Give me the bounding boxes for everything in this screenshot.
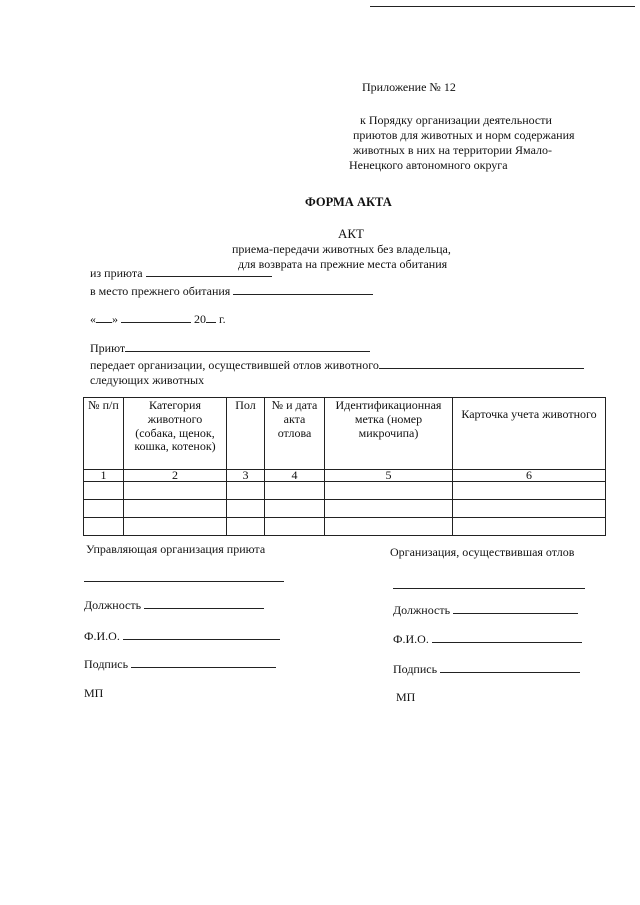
table-row — [84, 482, 606, 500]
table-header-row — [84, 398, 606, 470]
date-year-prefix: 20 — [194, 312, 206, 326]
table-cell[interactable] — [325, 482, 453, 500]
table-row-column-numbers — [84, 470, 606, 482]
col-number-5: 5 — [325, 470, 453, 482]
sign-right-org: Организация, осуществившая отлов — [390, 545, 575, 559]
appendix-line-4: Ненецкого автономного округа — [349, 158, 508, 172]
col-header-category: Категория животного (собака, щенок, кошка, котенок) — [124, 398, 227, 470]
sign-right-name-label: Ф.И.О. — [393, 632, 429, 646]
appendix-line-1: к Порядку организации деятельности — [360, 113, 552, 127]
sign-left-name-blank[interactable] — [123, 629, 280, 640]
sign-right-name — [393, 632, 582, 646]
col-number-3: 3 — [227, 470, 265, 482]
table-cell[interactable] — [325, 518, 453, 536]
appendix-line-3: животных в них на территории Ямало- — [353, 143, 552, 157]
table-cell[interactable] — [453, 482, 606, 500]
field-transfers — [90, 358, 584, 372]
table-cell[interactable] — [84, 500, 124, 518]
sign-right-signature-label: Подпись — [393, 662, 438, 676]
sign-right-position-blank[interactable] — [453, 603, 578, 614]
sign-left-signature — [84, 657, 276, 671]
col-number-2: 2 — [124, 470, 227, 482]
sign-left-signature-label: Подпись — [84, 657, 129, 671]
table-cell[interactable] — [84, 518, 124, 536]
field-from-shelter — [90, 266, 272, 280]
sign-right-signature — [393, 662, 580, 676]
sign-left-stamp: МП — [84, 686, 104, 700]
appendix-line-2: приютов для животных и норм содержания — [353, 128, 575, 142]
col-number-1: 1 — [84, 470, 124, 482]
field-transfers-label: передает организации, осуществившей отлов животного — [90, 358, 379, 372]
col-number-6: 6 — [453, 470, 606, 482]
sign-right-org-blank[interactable] — [393, 588, 585, 589]
table-cell[interactable] — [124, 518, 227, 536]
sign-left-position — [84, 598, 264, 612]
field-animals-label: следующих животных — [90, 373, 205, 387]
table-cell[interactable] — [453, 518, 606, 536]
sign-right-position — [393, 603, 578, 617]
field-shelter-label: Приют — [90, 341, 126, 355]
col-header-card: Карточка учета животного — [453, 398, 606, 470]
sign-right-signature-blank[interactable] — [440, 662, 580, 673]
table-cell[interactable] — [265, 482, 325, 500]
field-to-place-blank[interactable] — [233, 284, 373, 295]
table-row — [84, 518, 606, 536]
table-cell[interactable] — [84, 482, 124, 500]
table-cell[interactable] — [124, 482, 227, 500]
table-cell[interactable] — [227, 518, 265, 536]
table-cell[interactable] — [453, 500, 606, 518]
date-month-blank[interactable] — [121, 312, 191, 323]
col-header-sex: Пол — [227, 398, 265, 470]
field-transfers-blank[interactable] — [379, 358, 584, 369]
date-open-quote: « — [90, 312, 96, 326]
act-subtitle-2: для возврата на прежние места обитания — [238, 257, 448, 271]
table-cell[interactable] — [265, 518, 325, 536]
field-shelter — [90, 341, 370, 355]
top-border-line — [370, 6, 635, 7]
sign-right-name-blank[interactable] — [432, 632, 582, 643]
field-to-place-label: в место прежнего обитания — [90, 284, 231, 298]
sign-right-stamp: МП — [396, 690, 416, 704]
col-number-4: 4 — [265, 470, 325, 482]
table-cell[interactable] — [227, 500, 265, 518]
sign-left-org: Управляющая организация приюта — [86, 542, 266, 556]
sign-left-org-blank[interactable] — [84, 581, 284, 582]
act-subtitle-1: приема-передачи животных без владельца, — [232, 242, 451, 256]
field-shelter-blank[interactable] — [125, 341, 370, 352]
date-year-blank[interactable] — [206, 312, 216, 323]
field-date — [90, 312, 226, 326]
sign-left-position-label: Должность — [84, 598, 142, 612]
sign-left-signature-blank[interactable] — [131, 657, 276, 668]
sign-left-name — [84, 629, 280, 643]
date-day-blank[interactable] — [96, 312, 112, 323]
field-from-shelter-label: из приюта — [90, 266, 143, 280]
table-cell[interactable] — [227, 482, 265, 500]
table-row — [84, 500, 606, 518]
sign-right-position-label: Должность — [393, 603, 451, 617]
col-header-microchip: Идентификационная метка (номер микрочипа) — [325, 398, 453, 470]
col-header-number: № п/п — [84, 398, 124, 470]
animals-table — [83, 397, 606, 536]
act-title: АКТ — [338, 226, 364, 241]
date-close-quote: » — [112, 312, 118, 326]
field-from-shelter-blank[interactable] — [146, 266, 272, 277]
sign-left-position-blank[interactable] — [144, 598, 264, 609]
table-cell[interactable] — [265, 500, 325, 518]
date-suffix: г. — [219, 312, 226, 326]
col-header-capture-act: № и дата акта отлова — [265, 398, 325, 470]
sign-left-name-label: Ф.И.О. — [84, 629, 120, 643]
form-title: ФОРМА АКТА — [305, 195, 392, 209]
field-to-place — [90, 284, 373, 298]
table-cell[interactable] — [124, 500, 227, 518]
appendix-title: Приложение № 12 — [362, 80, 456, 94]
table-cell[interactable] — [325, 500, 453, 518]
